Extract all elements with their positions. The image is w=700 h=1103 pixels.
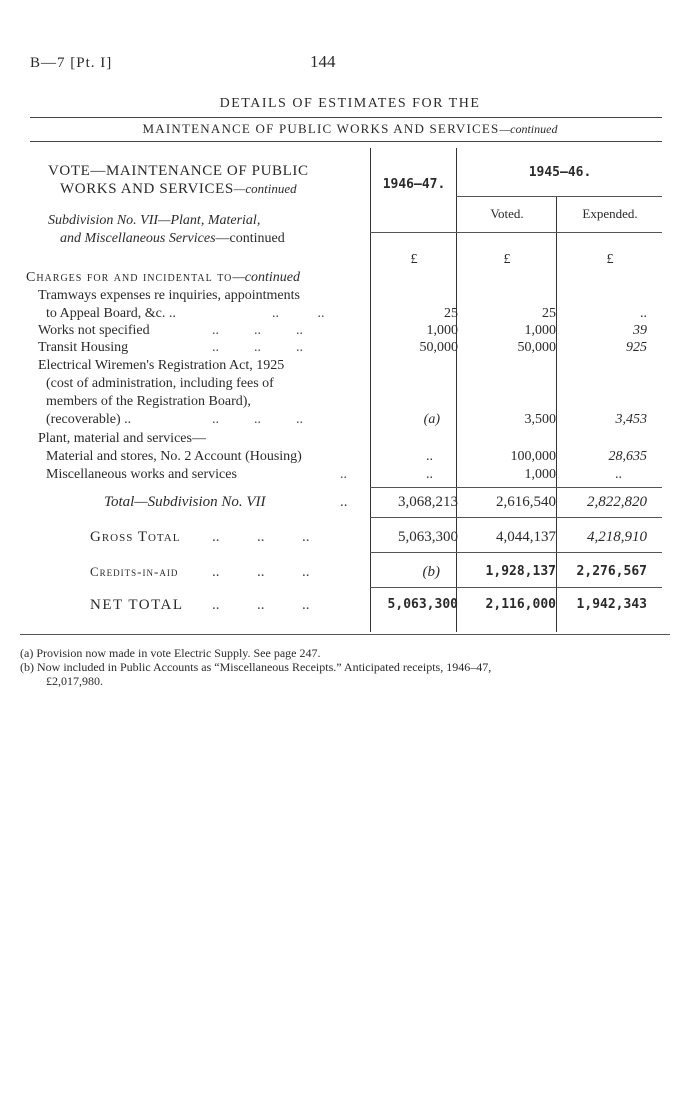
table-row: (recoverable) .. .. .. .. (a) 3,500 3,453 bbox=[46, 412, 647, 427]
credits-rule bbox=[370, 587, 662, 588]
currency-symbol-c2: £ bbox=[503, 252, 511, 267]
table-row: (cost of administration, including fees of bbox=[46, 376, 274, 391]
page-section-label: B—7 [Pt. I] bbox=[30, 55, 113, 71]
subtotal-bottom-rule bbox=[370, 517, 662, 518]
table-row: Plant, material and services— bbox=[38, 431, 206, 446]
subdivision-heading: Subdivision No. VII—Plant, Material, and Miscellaneous Services—continued bbox=[48, 213, 285, 246]
table-row: Works not specified .. .. .. 1,000 1,000 39 bbox=[38, 323, 647, 338]
footnote-b-continued: £2,017,980. bbox=[46, 674, 103, 688]
gross-total-rule bbox=[370, 552, 662, 553]
subtotal-row: Total—Subdivision No. VII .. 3,068,213 2,616,540 2,822,820 bbox=[104, 494, 647, 510]
net-total-row: NET TOTAL .. .. .. 5,063,300 2,116,000 1,942,343 bbox=[90, 597, 647, 613]
title-rule bbox=[30, 117, 662, 118]
gross-total-row: Gross Total .. .. .. 5,063,300 4,044,137 4,218,910 bbox=[90, 529, 647, 545]
table-row: to Appeal Board, &c. .. .. .. 25 25 .. bbox=[46, 306, 647, 321]
table-row: Electrical Wiremen's Registration Act, 1925 bbox=[38, 358, 285, 373]
table-row: Transit Housing .. .. .. 50,000 50,000 925 bbox=[38, 340, 647, 355]
table-row: members of the Registration Board), bbox=[46, 394, 251, 409]
table-row: Tramways expenses re inquiries, appointments bbox=[38, 288, 300, 303]
subtotal-rule bbox=[370, 487, 662, 488]
credits-row: Credits-in-aid .. .. .. (b) 1,928,137 2,276,567 bbox=[90, 564, 647, 580]
currency-symbol-c1: £ bbox=[410, 252, 418, 267]
column-header-rule bbox=[370, 232, 662, 233]
footnote-a: (a) Provision now made in vote Electric Supply. See page 247. bbox=[20, 646, 321, 660]
column-header-expended: Expended. bbox=[582, 206, 638, 221]
table-row: Charges for and incidental to—continued bbox=[26, 270, 301, 285]
footnote-b: (b) Now included in Public Accounts as “Miscellaneous Receipts.” Anticipated receipts, 1946–47, bbox=[20, 660, 492, 674]
table-row: Miscellaneous works and services .. .. 1,000 .. bbox=[46, 467, 622, 482]
page-subtitle: MAINTENANCE OF PUBLIC WORKS AND SERVICES—continued bbox=[142, 121, 558, 136]
page-number: 144 bbox=[310, 52, 336, 71]
table-row: Material and stores, No. 2 Account (Housing) .. 100,000 28,635 bbox=[46, 449, 647, 464]
vote-heading: VOTE—MAINTENANCE OF PUBLIC WORKS AND SERVICES—continued bbox=[48, 163, 309, 197]
page-title: DETAILS OF ESTIMATES FOR THE bbox=[219, 96, 481, 111]
table-bottom-rule bbox=[20, 634, 670, 635]
group-header-rule bbox=[456, 196, 662, 197]
currency-symbol-c3: £ bbox=[606, 252, 614, 267]
column-group-1945-46: 1945–46. bbox=[528, 165, 592, 180]
column-header-1946-47: 1946–47. bbox=[382, 177, 446, 192]
column-header-voted: Voted. bbox=[490, 206, 524, 221]
table-top-rule bbox=[30, 141, 662, 142]
